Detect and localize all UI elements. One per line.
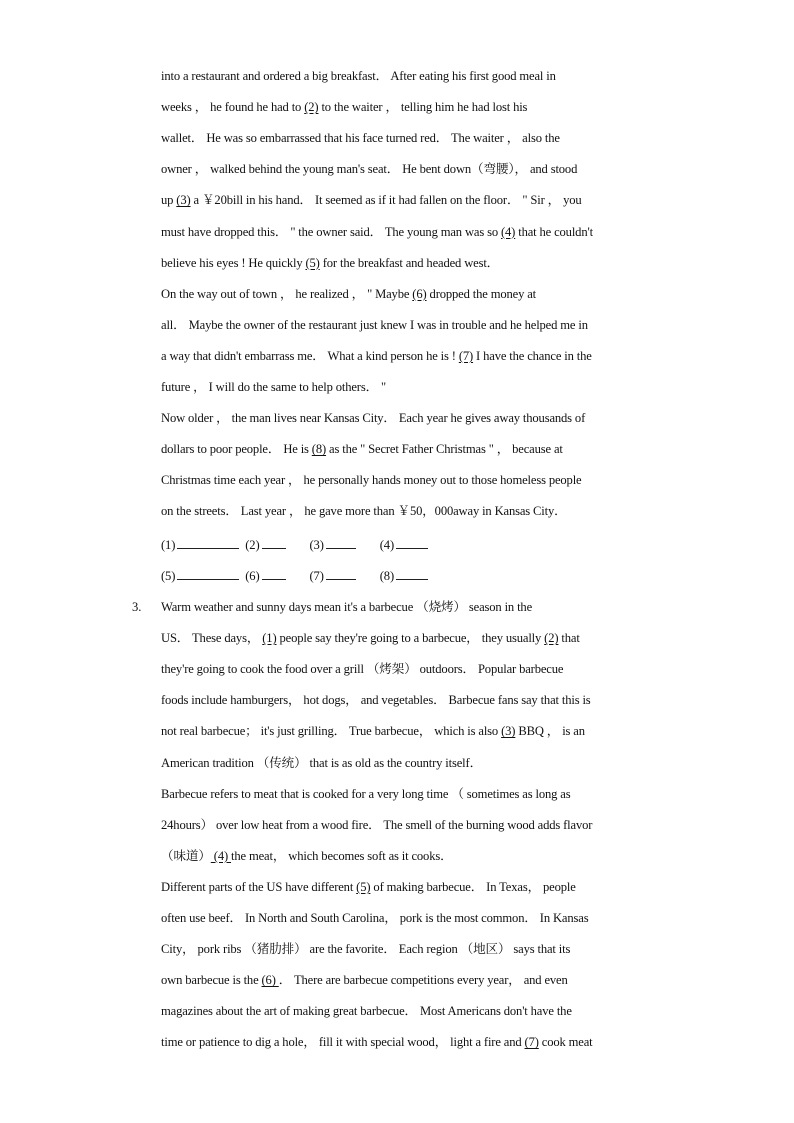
passage-2-line xyxy=(161,127,666,149)
text-run: a way that didn't embarrass me． What a kind person he is ! xyxy=(161,348,459,363)
answer-underline[interactable] xyxy=(262,535,286,549)
answer-blank[interactable] xyxy=(245,534,285,556)
passage-2-line xyxy=(161,96,666,118)
blank-marker: (7) xyxy=(524,1035,539,1050)
text-run: （味道） xyxy=(161,848,211,863)
answer-blank[interactable] xyxy=(310,565,356,587)
answer-label: (6) xyxy=(245,569,260,584)
text-run: Christmas time each year ， he personally hands money out to those homeless people xyxy=(161,473,582,488)
text-run: that xyxy=(558,631,580,646)
text-run: not real barbecue； it's just grilling． True barbecue， which is also xyxy=(161,724,502,739)
passage-2-line xyxy=(161,65,666,87)
text-run: into a restaurant and ordered a big breakfast． After eating his first good meal in xyxy=(161,69,556,83)
passage-3-line xyxy=(161,627,666,649)
passage-2-line xyxy=(161,438,666,460)
passage-3-line xyxy=(161,814,666,836)
passage-3-line xyxy=(161,969,666,991)
passage-3-line xyxy=(161,1000,666,1022)
answer-label: (5) xyxy=(161,569,176,584)
answer-blank[interactable] xyxy=(245,565,285,587)
passage-2-line xyxy=(161,469,666,491)
answer-blank[interactable] xyxy=(380,565,428,587)
text-run: they're going to cook the food over a grill （烤架） outdoors． Popular barbecue xyxy=(161,662,564,677)
blank-marker: (4) xyxy=(500,224,516,239)
text-run: time or patience to dig a hole， fill it with special wood， light a fire and xyxy=(161,1035,525,1050)
blank-marker: (8) xyxy=(311,442,327,457)
answer-blank[interactable] xyxy=(310,534,356,556)
answer-underline[interactable] xyxy=(396,535,428,549)
text-run: of making barbecue． In Texas， people xyxy=(370,879,576,894)
text-run: wallet． He was so embarrassed that his face turned red． The waiter ， also the xyxy=(161,131,560,146)
text-run: all． Maybe the owner of the restaurant just knew I was in trouble and he helped me in xyxy=(161,317,588,332)
answer-blank[interactable] xyxy=(161,534,239,556)
blank-marker: (3) xyxy=(176,193,191,208)
answer-underline[interactable] xyxy=(177,535,239,549)
text-run: City， pork ribs （猪肋排） are the favorite． Each region （地区） says that its xyxy=(161,942,571,957)
answer-underline[interactable] xyxy=(326,566,356,580)
text-run: that he couldn't xyxy=(515,224,593,239)
text-run: ． There are barbecue competitions every year， and even xyxy=(278,973,568,988)
passage-2-line xyxy=(161,345,666,367)
text-run: as the " Secret Father Christmas " ， because at xyxy=(326,442,563,457)
passage-3-line xyxy=(161,783,666,805)
text-run: Now older ， the man lives near Kansas City． Each year he gives away thousands of xyxy=(161,411,586,426)
text-run: people say they're going to a barbecue， they usually xyxy=(276,631,545,646)
passage-3-line xyxy=(161,876,666,898)
passage-3-line xyxy=(161,907,666,929)
passage-3-line xyxy=(161,720,666,742)
answer-label: (4) xyxy=(379,538,394,552)
passage-3-line xyxy=(161,689,666,711)
text-run: future ， I will do the same to help others． " xyxy=(161,380,387,394)
answer-label: (7) xyxy=(309,569,324,584)
passage-3-line xyxy=(161,845,666,867)
passage-2-line xyxy=(161,158,666,180)
answer-underline[interactable] xyxy=(262,566,286,580)
text-run: the meat， which becomes soft as it cooks． xyxy=(231,848,453,863)
blank-marker: (4) xyxy=(210,848,232,863)
passage-3-line xyxy=(161,938,666,960)
text-run: BBQ ， is an xyxy=(515,724,585,739)
text-run: Barbecue refers to meat that is cooked for a very long time （ sometimes as long as xyxy=(161,786,571,801)
answer-row xyxy=(161,565,666,587)
passage-2-line xyxy=(161,283,666,305)
answer-row xyxy=(161,534,666,556)
text-run: weeks ， he found he had to xyxy=(161,100,305,115)
text-run: up xyxy=(161,193,177,208)
text-run: American tradition （传统） that is as old as the country itself． xyxy=(161,755,483,770)
blank-marker: (7) xyxy=(458,348,474,363)
text-run: Warm weather and sunny days mean it's a barbecue （烧烤） season in the xyxy=(161,600,533,614)
text-run: a ￥20bill in his hand． It seemed as if it had fallen on the floor． " Sir ， you xyxy=(190,193,582,208)
text-run: On the way out of town ， he realized ， " Maybe xyxy=(161,286,413,301)
text-run: owner ， walked behind the young man's seat． He bent down（弯腰）， and stood xyxy=(161,162,578,177)
text-run: to the waiter ， telling him he had lost his xyxy=(318,100,528,115)
blank-marker: (1) xyxy=(262,631,277,646)
passage-3-line xyxy=(161,1031,666,1053)
blank-marker: (5) xyxy=(356,879,371,894)
answer-blank[interactable] xyxy=(161,565,239,587)
text-run: believe his eyes ! He quickly xyxy=(161,255,306,270)
text-run: for the breakfast and headed west． xyxy=(319,255,500,270)
text-run: often use beef． In North and South Carolina， pork is the most common． In Kansas xyxy=(161,911,589,925)
answer-label: (1) xyxy=(161,538,176,552)
blank-marker: (2) xyxy=(544,631,559,646)
answer-label: (8) xyxy=(379,569,394,584)
blank-marker: (6) xyxy=(412,286,427,301)
passage-2-line xyxy=(161,314,666,336)
passage-2-line xyxy=(161,221,666,243)
text-run: dropped the money at xyxy=(426,286,537,301)
text-run: Different parts of the US have different xyxy=(161,879,357,894)
passage-2-line xyxy=(161,376,666,398)
passage-2-line xyxy=(161,189,666,211)
text-run: magazines about the art of making great barbecue． Most Americans don't have the xyxy=(161,1004,572,1019)
blank-marker: (2) xyxy=(304,100,319,115)
answer-label: (2) xyxy=(245,538,260,552)
answer-underline[interactable] xyxy=(326,535,356,549)
blank-marker: (6) xyxy=(261,973,279,988)
text-run: dollars to poor people． He is xyxy=(161,442,312,457)
passage-3-line xyxy=(161,658,666,680)
text-run: must have dropped this． " the owner said． The young man was so xyxy=(161,224,501,239)
blank-marker: (3) xyxy=(501,724,516,739)
blank-marker: (5) xyxy=(305,255,320,270)
passage-2-line xyxy=(161,407,666,429)
answer-blank[interactable] xyxy=(380,534,428,556)
text-run: cook meat xyxy=(538,1035,593,1050)
text-run: US． These days， xyxy=(161,631,263,646)
passage-3-line xyxy=(161,752,666,774)
passage-3-line xyxy=(161,596,666,618)
text-run: on the streets． Last year ， he gave more than ￥50，000away in Kansas City． xyxy=(161,504,567,519)
text-run: own barbecue is the xyxy=(161,973,262,988)
passage-2-line xyxy=(161,500,666,522)
text-run: foods include hamburgers， hot dogs， and vegetables． Barbecue fans say that this is xyxy=(161,693,591,708)
answer-underline[interactable] xyxy=(177,566,239,580)
text-run: I have the chance in the xyxy=(473,348,592,363)
answer-label: (3) xyxy=(309,538,324,552)
passage-2-line xyxy=(161,252,666,274)
text-run: 24hours） over low heat from a wood fire． The smell of the burning wood adds flavor xyxy=(161,817,593,832)
answer-underline[interactable] xyxy=(396,566,428,580)
question-number: 3. xyxy=(132,600,142,614)
